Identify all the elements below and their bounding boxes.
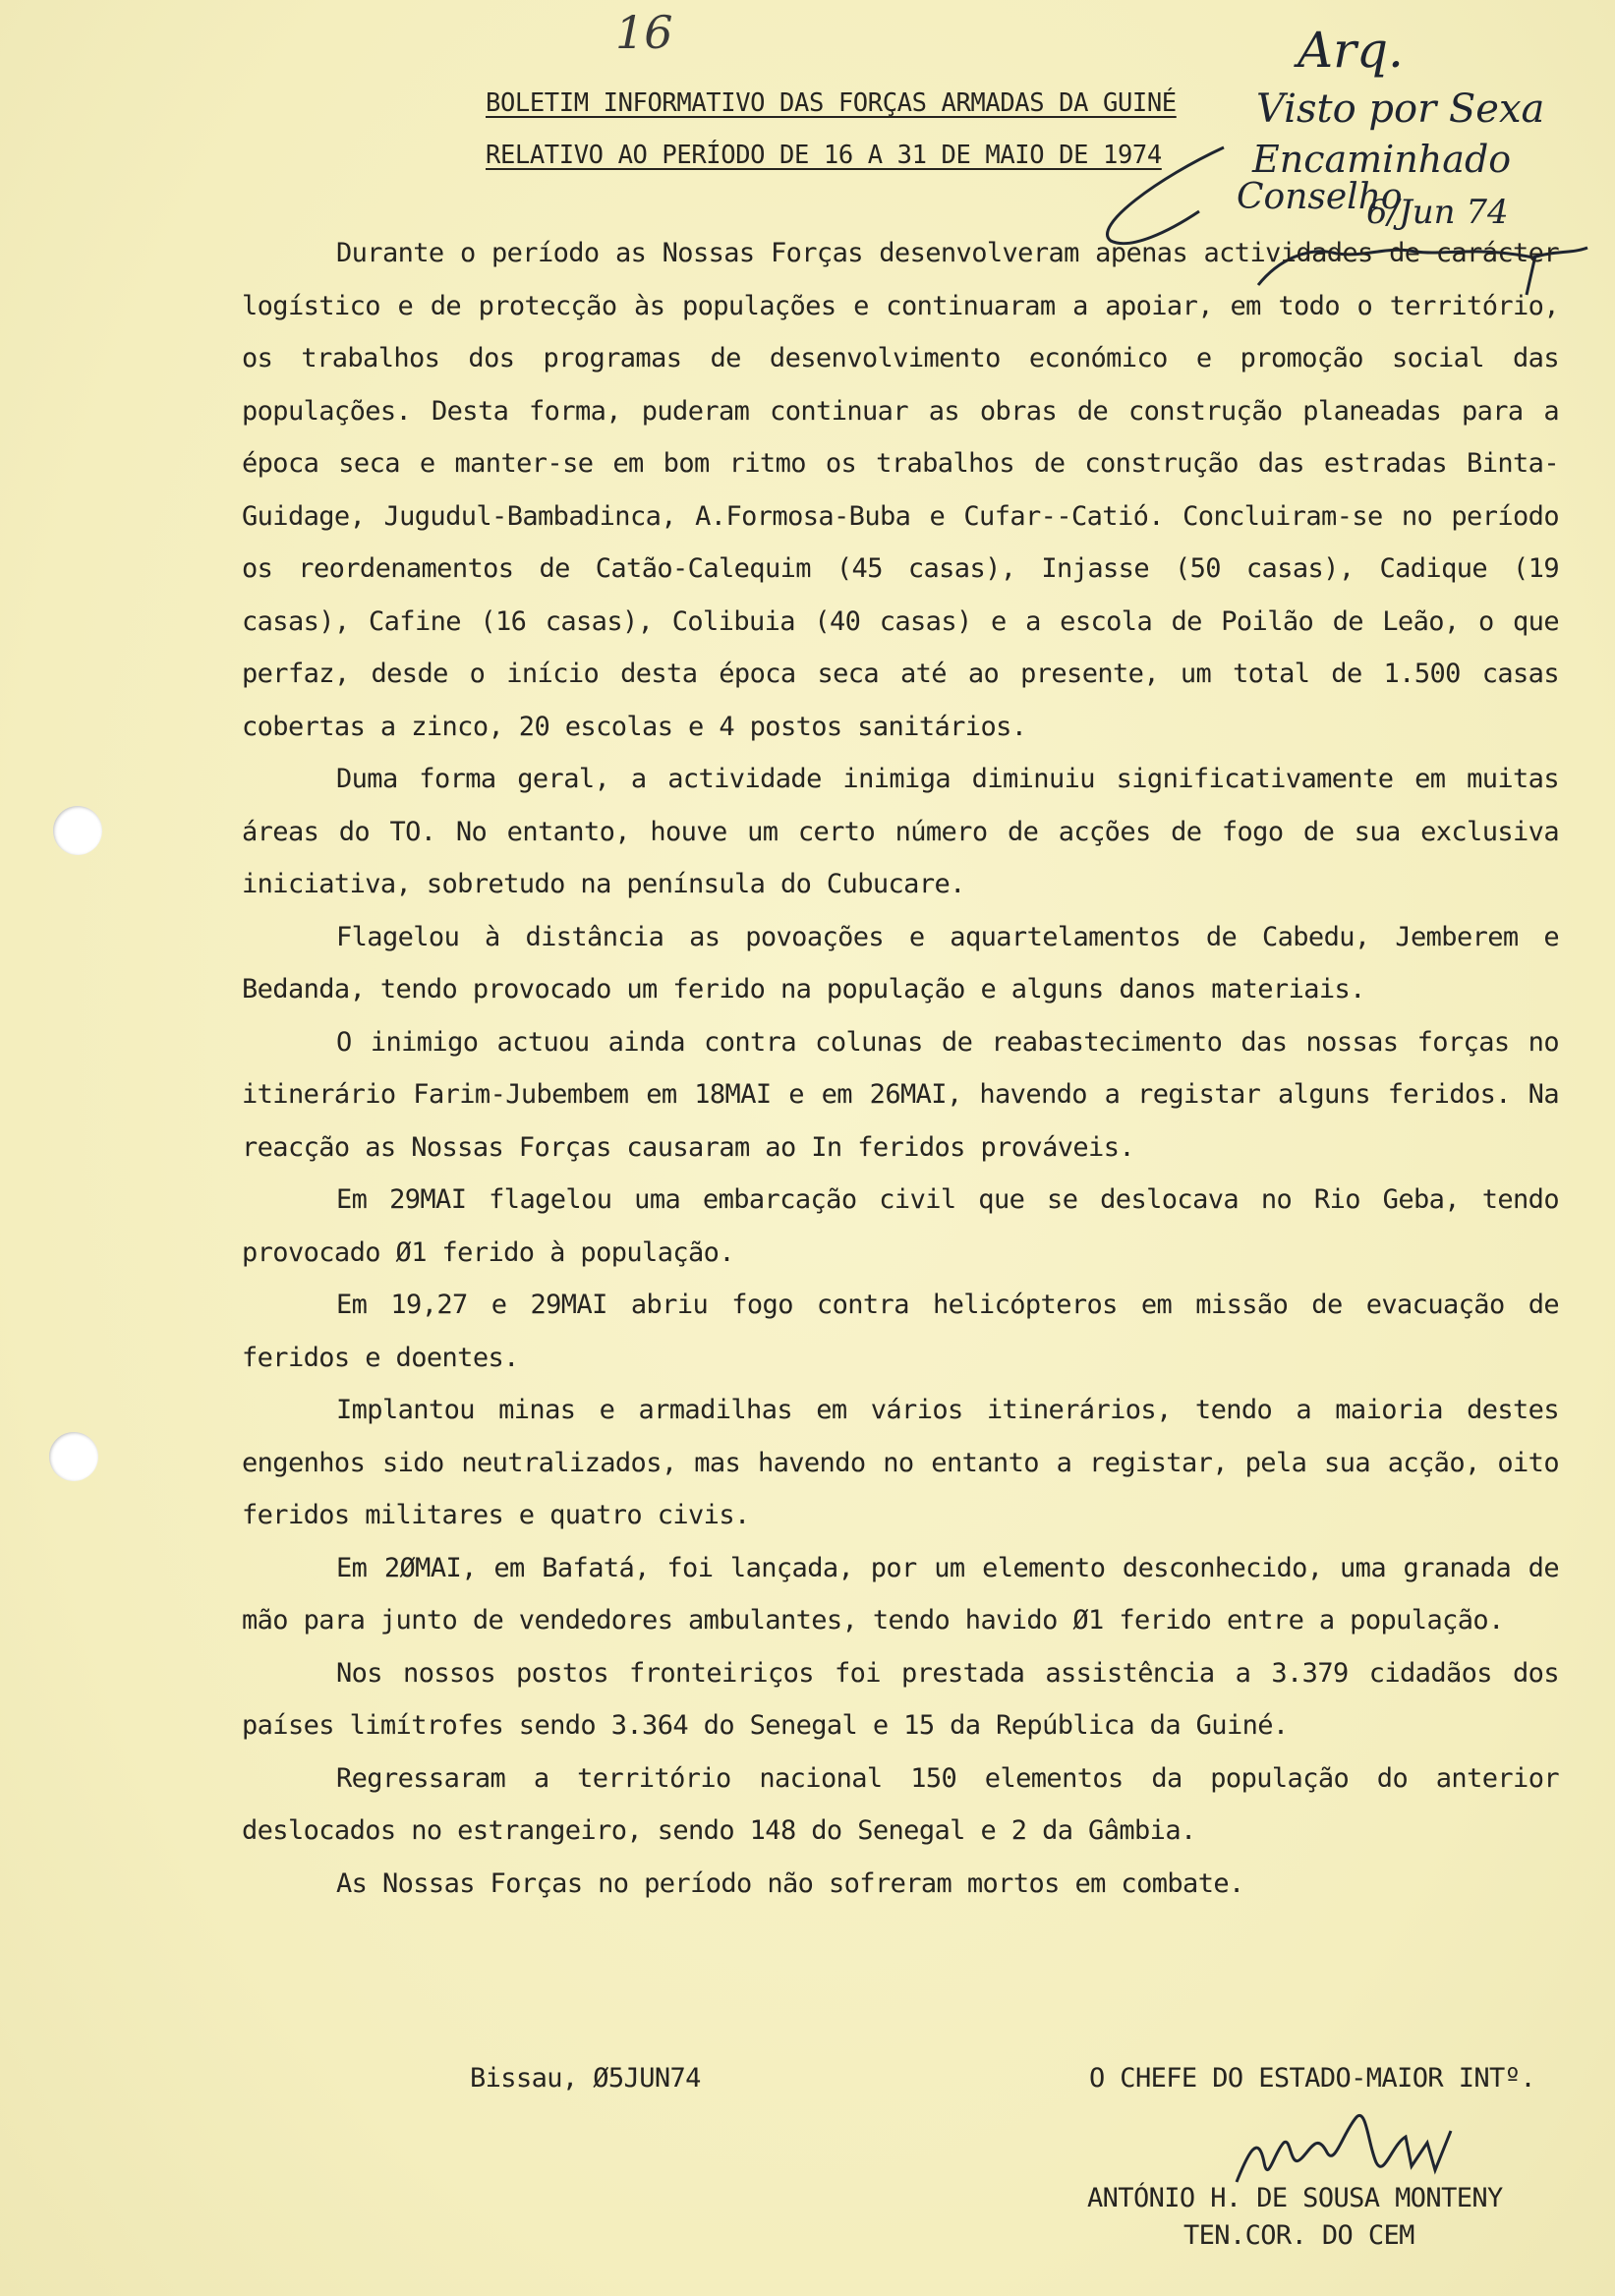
annotation-line-3: Encaminhado bbox=[1252, 138, 1512, 181]
paragraph-11: As Nossas Forças no período não sofreram mortos em combate. bbox=[336, 1867, 1244, 1899]
annotation-line-4: Conselho bbox=[1237, 177, 1403, 217]
heading-line-1: BOLETIM INFORMATIVO DAS FORÇAS ARMADAS DA GUINÉ bbox=[486, 88, 1177, 118]
paragraph-1: Durante o período as Nossas Forças desenvolveram apenas actividades de carácter logístico e de protecção às populações e continuaram a apoiar, em todo o território, os trabalhos dos programas de desenvolvimento económico e promoção social das populações. Desta forma, puderam continuar as obras de construção planeadas para a época seca e manter-se em bom ritmo os trabalhos de construção das estradas Binta-Guidage, Jugudul-Bambadinca, A.Formosa-Buba e Cufar--Catió. Concluiram-se no período os reordenamentos de Catão-Calequim (45 casas), Injasse (50 casas), Cadique (19 casas), Cafine (16 casas), Colibuia (40 casas) e a escola de Poilão de Leão, o que perfaz, desde o início desta época seca até ao presente, um total de 1.500 casas cobertas a zinco, 20 escolas e 4 postos sanitários. bbox=[242, 238, 1559, 742]
page-number: 16 bbox=[615, 6, 673, 59]
paragraph-3: Flagelou à distância as povoações e aquartelamentos de Cabedu, Jemberem e Bedanda, tendo provocado um ferido na população e alguns danos materiais. bbox=[242, 921, 1559, 1004]
paragraph-8: Em 2ØMAI, em Bafatá, foi lançada, por um elemento desconhecido, uma granada de mão para junto de vendedores ambulantes, tendo havido Ø1 ferido entre a população. bbox=[242, 1552, 1559, 1636]
paragraph-10: Regressaram a território nacional 150 elementos da população do anterior deslocados no estrangeiro, sendo 148 do Senegal e 2 da Gâmbia. bbox=[242, 1762, 1559, 1846]
punch-hole-top bbox=[53, 806, 102, 855]
annotation-line-1: Arq. bbox=[1298, 22, 1404, 79]
punch-hole-bottom bbox=[49, 1432, 98, 1481]
paragraph-4: O inimigo actuou ainda contra colunas de reabastecimento das nossas forças no itinerário Farim-Jubembem em 18MAI e em 26MAI, havendo a registar alguns feridos. Na reacção as Nossas Forças causaram ao In feridos prováveis. bbox=[242, 1026, 1559, 1163]
paragraph-9: Nos nossos postos fronteiriços foi prestada assistência a 3.379 cidadãos dos países limítrofes sendo 3.364 do Senegal e 15 da República da Guiné. bbox=[242, 1657, 1559, 1741]
signatory-title: O CHEFE DO ESTADO-MAIOR INTº. bbox=[1089, 2063, 1536, 2094]
signatory-rank: TEN.COR. DO CEM bbox=[1183, 2220, 1414, 2251]
paragraph-7: Implantou minas e armadilhas em vários itinerários, tendo a maioria destes engenhos sido neutralizados, mas havendo no entanto a registar, pela sua acção, oito feridos militares e quatro civis. bbox=[242, 1395, 1559, 1530]
annotation-line-5: 6/Jun 74 bbox=[1366, 193, 1509, 232]
heading-line-2: RELATIVO AO PERÍODO DE 16 A 31 DE MAIO DE 1974 bbox=[486, 141, 1162, 170]
place-date: Bissau, Ø5JUN74 bbox=[470, 2063, 701, 2094]
annotation-line-2: Visto por Sexa bbox=[1256, 86, 1545, 132]
body-text bbox=[242, 227, 1559, 1910]
paragraph-6: Em 19,27 e 29MAI abriu fogo contra helicópteros em missão de evacuação de feridos e doentes. bbox=[242, 1290, 1559, 1373]
paragraph-5: Em 29MAI flagelou uma embarcação civil que se deslocava no Rio Geba, tendo provocado Ø1 ferido à população. bbox=[242, 1184, 1559, 1268]
signatory-name: ANTÓNIO H. DE SOUSA MONTENY bbox=[1087, 2183, 1503, 2213]
paragraph-2: Duma forma geral, a actividade inimiga diminuiu significativamente em muitas áreas do TO. No entanto, houve um certo número de acções de fogo de sua exclusiva iniciativa, sobretudo na península do Cubucare. bbox=[242, 764, 1559, 899]
